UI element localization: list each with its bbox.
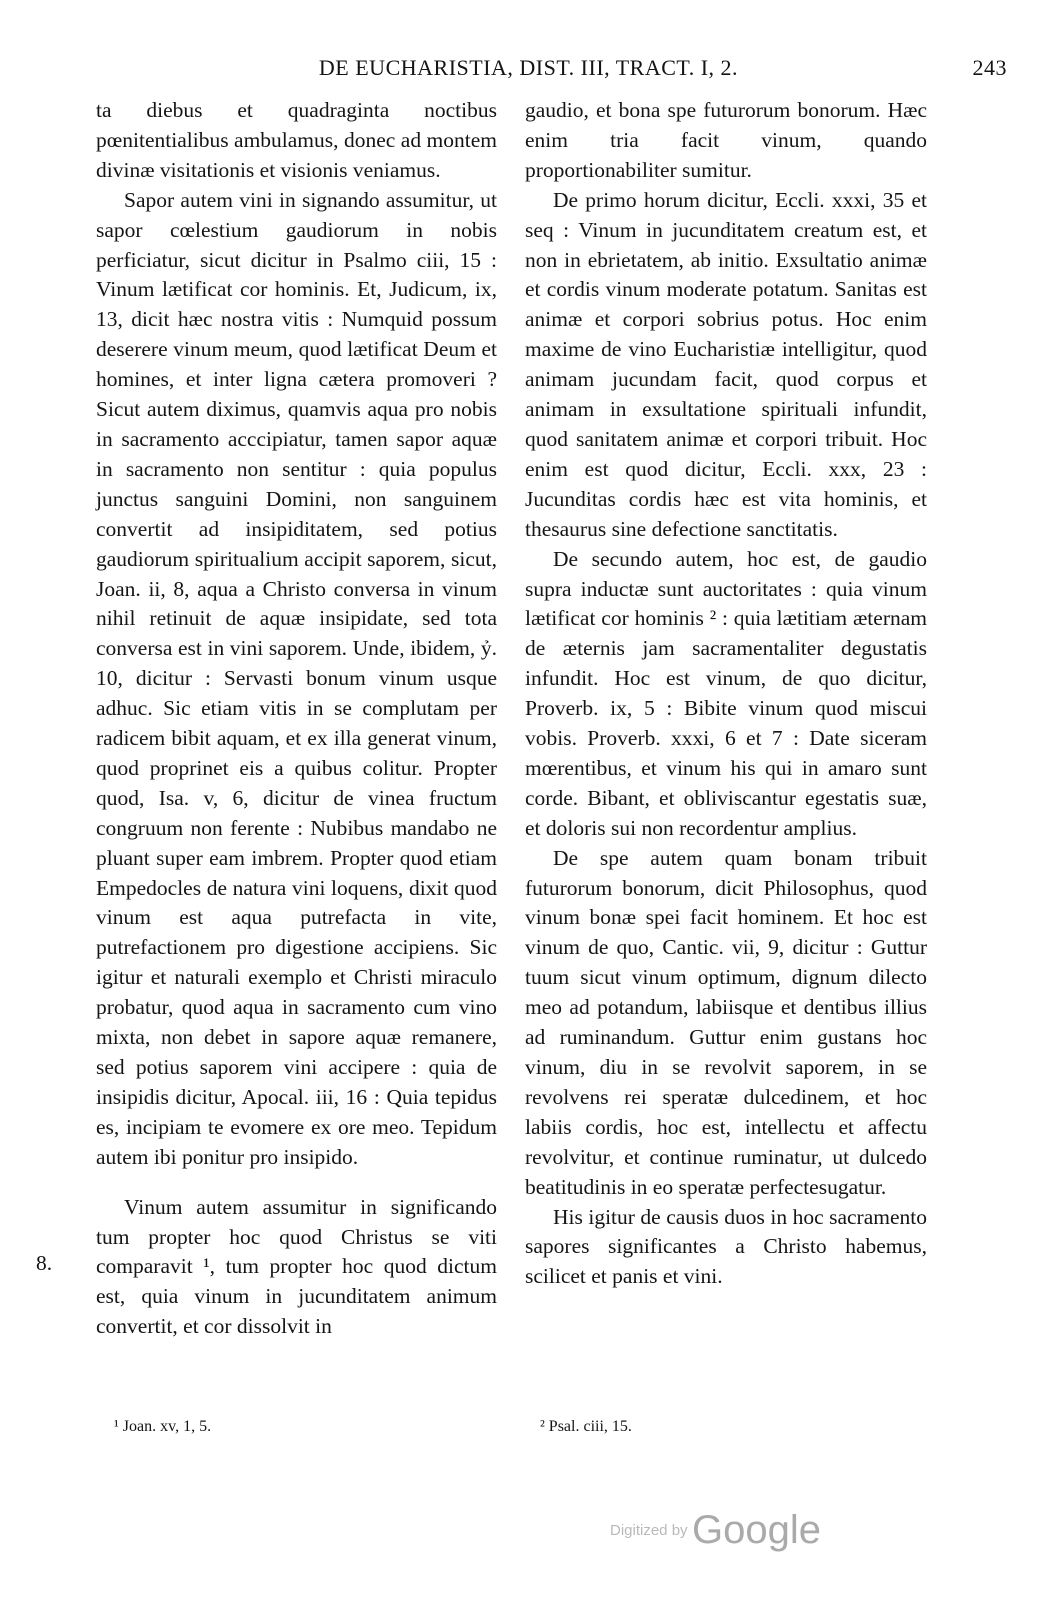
right-paragraph-5: His igitur de causis duos in hoc sacramento sapores significantes a Christo habemus, scilicet et panis et vini. — [525, 1204, 927, 1289]
digitized-watermark — [610, 1508, 821, 1553]
right-paragraph-4: De spe autem quam bonam tribuit futurorum bonorum, dicit Philosophus, quod vinum bonæ spei facit hominem. Et hoc est vinum de quo, Cantic. vii, 9, dicitur : Guttur tuum sicut vinum optimum, dignum dilecto meo ad potandum, labiisque et dentibus illius ad ruminandum. Guttur enim gustans hoc vinum, diu in se revolvit saporem, in se revolvens rei speratæ dulcedinem, et hoc labiis cordis, hoc est, intellectu et affectu revolvitur, et continue ruminatur, ut dulcedo beatitudinis in eo speratæ perfectesugatur. — [525, 845, 927, 1199]
footnote-right: ² Psal. ciii, 15. — [540, 1418, 632, 1435]
right-paragraph-1: gaudio, et bona spe futurorum bonorum. Hæc enim tria facit vinum, quando proportionabiliter sumitur. — [525, 98, 927, 182]
right-paragraph-3: De secundo autem, hoc est, de gaudio supra inductæ sunt auctoritates : quia vinum lætificat cor hominis ² : quia lætitiam æternam de æternis jam sacramentaliter degustatis infundit. Hoc est vinum, de quo dicitur, Proverb. ix, 5 : Bibite vinum quod miscui vobis. Proverb. xxxi, 6 et 7 : Date siceram mœrentibus, et vinum his qui in amaro sunt corde. Bibant, et obliviscantur egestatis suæ, et doloris sui non recordentur amplius. — [525, 546, 927, 840]
left-column — [96, 96, 497, 1342]
left-paragraph-1: ta diebus et quadraginta noctibus pœnitentialibus ambulamus, donec ad montem divinæ visitationis et visionis veniamus. — [96, 98, 497, 182]
running-header — [50, 55, 1007, 95]
right-paragraph-2: De primo horum dicitur, Eccli. xxxi, 35 et seq : Vinum in jucunditatem creatum est, et non in ebrietatem, ab initio. Exsultatio animæ et cordis vinum moderate potatum. Sanitas est animæ et corpori sobrius potus. Hoc enim maxime de vino Eucharistiæ intelligitur, quod animam jucundam facit, quod corpus et animam in exsultatione spirituali infundit, quod sanitatem animæ et corpori tribuit. Hoc enim est quod dicitur, Eccli. xxx, 23 : Jucunditas cordis hæc est vita hominis, et thesaurus sine defectione sanctitatis. — [525, 187, 927, 541]
page-number: 243 — [972, 55, 1007, 80]
footnote-left: ¹ Joan. xv, 1, 5. — [114, 1418, 212, 1435]
left-paragraph-3: Vinum autem assumitur in significando tum propter hoc quod Christus se viti comparavit ¹, tum propter hoc quod dictum est, quia vinum in jucunditatem animum convertit, et cor dissolvit in — [96, 1194, 497, 1339]
google-logo: Google — [692, 1508, 821, 1552]
section-number: 8. — [36, 1251, 53, 1275]
left-paragraph-2: Sapor autem vini in signando assumitur, ut sapor cœlestium gaudiorum in nobis perficiatur, sicut dicitur in Psalmo ciii, 15 : Vinum lætificat cor hominis. Et, Judicum, ix, 13, dicit hæc nostra vitis : Numquid possum deserere vinum meum, quod lætificat Deum et homines, et inter ligna cætera promoveri ? Sicut autem diximus, quamvis aqua pro nobis in sacramento acccipiatur, tamen sapor aquæ in sacramento non sentitur : quia populus junctus sanguini Domini, non sanguinem convertit ad insipiditatem, sed potius gaudiorum spiritualium accipit saporem, sicut, Joan. ii, 8, aqua a Christo conversa in vinum nihil retinuit de aquæ insipidate, sed tota conversa est in vini saporem. Unde, ibidem, ỷ. 10, dicitur : Servasti bonum vinum usque adhuc. Sic etiam vitis in se complutam per radicem bibit aquam, et ex illa generat vinum, quod proprinet eis a quibus colitur. Propter quod, Isa. v, 6, dicitur de vinea fructum congruum non ferente : Nubibus mandabo ne pluant super eam imbrem. Propter quod etiam Empedocles de natura vini loquens, dixit quod vinum est aqua putrefacta in vite, putrefactionem pro digestione accipiens. Sic igitur et naturali exemplo et Christi miraculo probatur, quod aqua in sacramento cum vino mixta, non debet in sapore aquæ remanere, sed potius saporem vini accipere : quia de insipidis dicitur, Apocal. iii, 16 : Quia tepidus es, incipiam te evomere ex ore meo. Tepidum autem ibi ponitur pro insipido. — [96, 187, 497, 1169]
right-column — [525, 96, 927, 1292]
running-title: DE EUCHARISTIA, DIST. III, TRACT. I, 2. — [318, 55, 739, 80]
watermark-prefix: Digitized by — [610, 1522, 688, 1539]
